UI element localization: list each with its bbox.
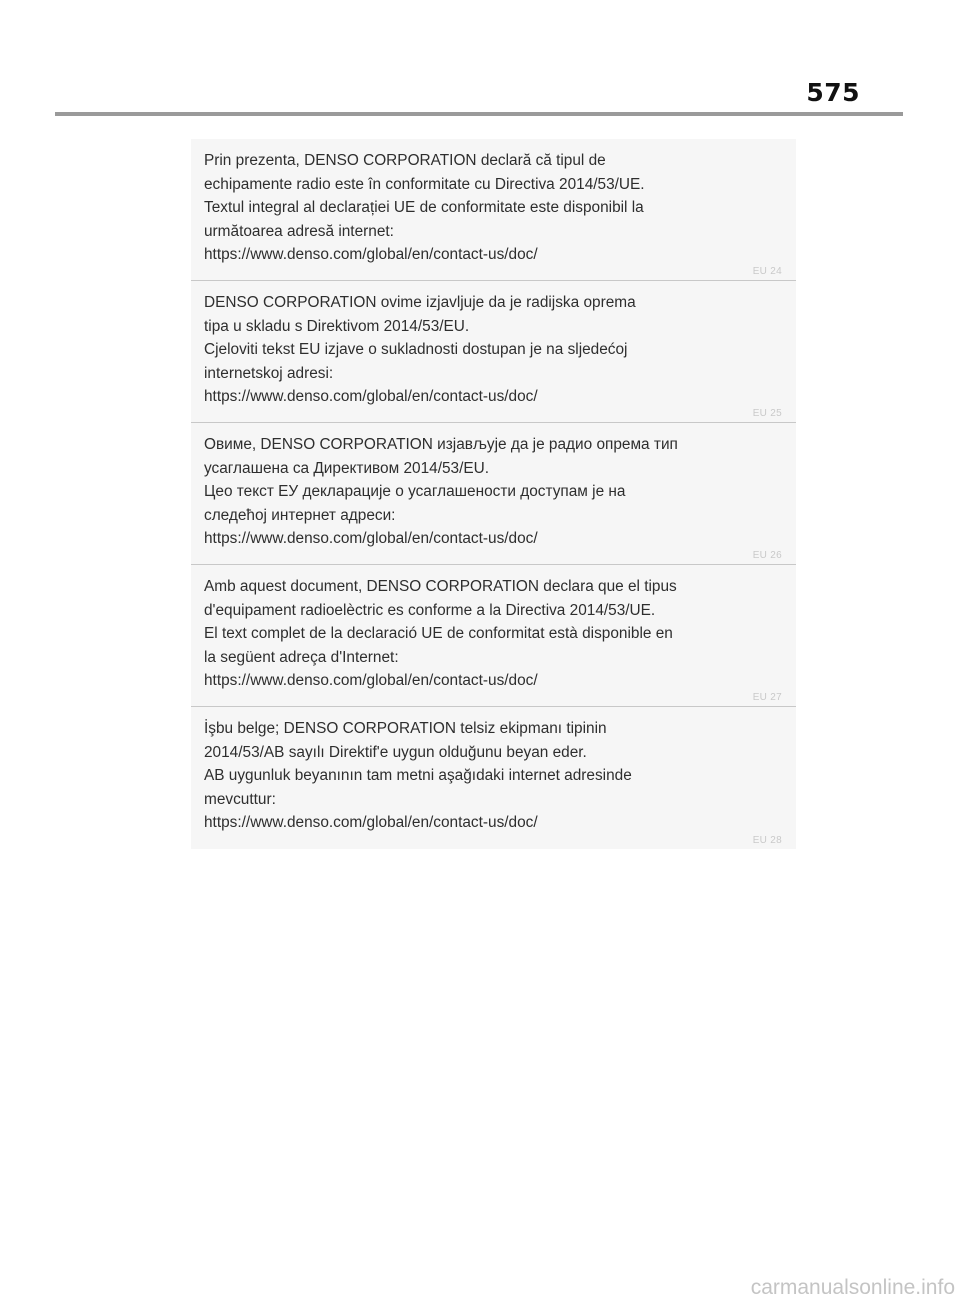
header-rule	[55, 112, 903, 116]
declarations-panel	[191, 139, 796, 849]
declaration-line: El text complet de la declaració UE de conformitat està disponible en	[204, 625, 673, 642]
declaration-line: Цео текст ЕУ декларације о усаглашености доступам је на	[204, 483, 626, 500]
declaration-line: mevcuttur:	[204, 790, 276, 808]
declaration-url: https://www.denso.com/global/en/contact-us/doc/	[204, 388, 538, 405]
declaration-line: echipamente radio este în conformitate cu Directiva 2014/53/UE.	[204, 175, 645, 193]
declaration-line: la següent adreça d'Internet:	[204, 648, 399, 666]
declaration-croatian	[191, 281, 796, 423]
site-watermark: carmanualsonline.info	[750, 1276, 955, 1299]
declaration-url: https://www.denso.com/global/en/contact-us/doc/	[204, 246, 538, 263]
declaration-code: EU 25	[752, 408, 782, 419]
declaration-line: Amb aquest document, DENSO CORPORATION declara que el tipus	[204, 578, 677, 595]
declaration-code: EU 27	[752, 692, 782, 703]
page-number: 575	[806, 78, 860, 107]
declaration-line: următoarea adresă internet:	[204, 222, 394, 240]
declaration-code: EU 24	[752, 266, 782, 277]
declaration-line: tipa u skladu s Direktivom 2014/53/EU.	[204, 317, 470, 335]
declaration-url: https://www.denso.com/global/en/contact-us/doc/	[204, 814, 538, 831]
declaration-turkish	[191, 707, 796, 849]
declaration-line: İşbu belge; DENSO CORPORATION telsiz ekipmanı tipinin	[204, 720, 607, 737]
declaration-line: AB uygunluk beyanının tam metni aşağıdaki internet adresinde	[204, 767, 632, 784]
declaration-serbian	[191, 423, 796, 565]
declaration-code: EU 26	[752, 550, 782, 561]
declaration-line: Textul integral al declarației UE de conformitate este disponibil la	[204, 199, 644, 216]
declaration-line: 2014/53/AB sayılı Direktif'e uygun olduğunu beyan eder.	[204, 743, 587, 761]
declaration-line: DENSO CORPORATION ovime izjavljuje da je radijska oprema	[204, 294, 636, 311]
declaration-catalan	[191, 565, 796, 707]
declaration-line: Овиме, DENSO CORPORATION изјављује да је радио опрема тип	[204, 436, 678, 453]
declaration-code: EU 28	[752, 835, 782, 846]
declaration-line: d'equipament radioelèctric es conforme a la Directiva 2014/53/UE.	[204, 601, 656, 619]
declaration-line: internetskoj adresi:	[204, 364, 334, 382]
declaration-url: https://www.denso.com/global/en/contact-us/doc/	[204, 672, 538, 689]
declaration-line: усаглашена са Директивом 2014/53/EU.	[204, 459, 490, 477]
declaration-line: Cjeloviti tekst EU izjave o sukladnosti dostupan je na sljedećoj	[204, 341, 628, 358]
declaration-line: следећој интернет адреси:	[204, 506, 396, 524]
declaration-line: Prin prezenta, DENSO CORPORATION declară că tipul de	[204, 152, 606, 169]
declaration-url: https://www.denso.com/global/en/contact-us/doc/	[204, 530, 538, 547]
declaration-romanian	[191, 139, 796, 281]
